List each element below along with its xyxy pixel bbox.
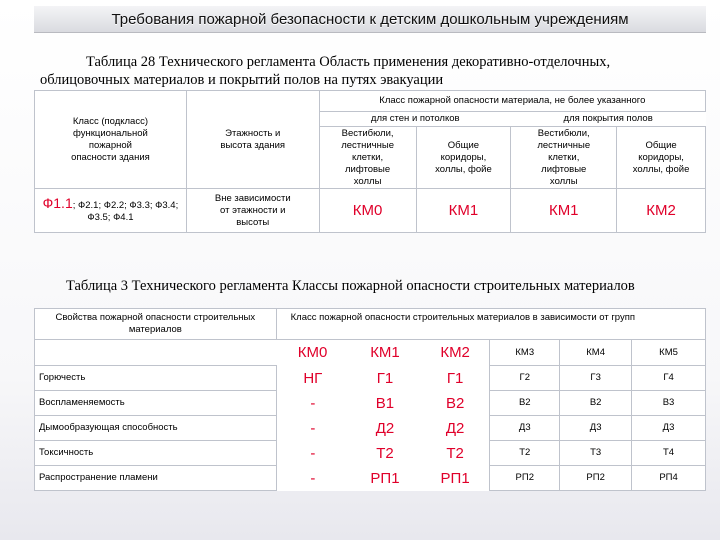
cell: - xyxy=(310,444,316,462)
cell: В1 xyxy=(375,394,395,412)
walls-corridors-header: Общие коридоры, холлы, фойе xyxy=(416,127,511,189)
hazard-class-header: Класс пожарной опасности материала, не более указанного xyxy=(319,91,705,112)
row-label-smoke: Дымообразующая способность xyxy=(35,416,277,441)
cell: Т2 xyxy=(446,444,464,462)
class-km0: КМ0 xyxy=(297,344,328,362)
row-label-flame-spread: Распространение пламени xyxy=(35,466,277,491)
floors-lobby-header: Вестибюли, лестничные клетки, лифтовые холлы xyxy=(511,127,617,189)
cell: Д2 xyxy=(375,419,395,437)
walls-ceilings-header: для стен и потолков xyxy=(370,113,460,124)
cell: Т2 xyxy=(376,444,394,462)
slide-title: Требования пожарной безопасности к детским дошкольным учреждениям xyxy=(34,6,706,33)
cell: РП1 xyxy=(440,469,470,487)
floor-covering-header: для покрытия полов xyxy=(563,113,653,124)
class-km3: КМ3 xyxy=(490,340,560,366)
row-label-combustibility: Горючесть xyxy=(35,366,277,391)
table1-caption-line1: Таблица 28 Технического регламента Область применения декоративно-отделочных, xyxy=(86,54,611,70)
cell: Г2 xyxy=(490,366,560,391)
cell: Д3 xyxy=(490,416,560,441)
cell: Г1 xyxy=(446,369,464,387)
cell: В2 xyxy=(560,391,632,416)
cell: Т2 xyxy=(490,441,560,466)
class-km4: КМ4 xyxy=(560,340,632,366)
class-rest-label: ; Ф2.1; Ф2.2; Ф3.3; Ф3.4; Ф3.5; Ф4.1 xyxy=(72,200,179,223)
value-walls-lobby: КМ0 xyxy=(319,189,416,233)
cell: РП1 xyxy=(370,469,400,487)
cell: Г4 xyxy=(632,366,706,391)
empty-cell xyxy=(35,340,277,366)
class-km1: КМ1 xyxy=(370,344,400,362)
material-classes-table-3 xyxy=(34,308,706,491)
cell: Д2 xyxy=(445,419,465,437)
floors-column-header: Этажность и высота здания xyxy=(186,91,319,189)
cell: НГ xyxy=(303,369,323,387)
cell: Д3 xyxy=(560,416,632,441)
cell: В3 xyxy=(632,391,706,416)
cell: Г3 xyxy=(560,366,632,391)
class-km2: КМ2 xyxy=(440,344,470,362)
row-label-flammability: Воспламеняемость xyxy=(35,391,277,416)
class-column-header: Класс (подкласс) функциональной пожарной опасности здания xyxy=(35,91,187,189)
cell: - xyxy=(310,394,316,412)
cell: - xyxy=(310,419,316,437)
cell: В2 xyxy=(445,394,465,412)
class-cell xyxy=(35,189,187,233)
class-main-label: Ф1.1 xyxy=(42,195,73,211)
fire-safety-table-28 xyxy=(34,90,706,233)
classes-by-group-header: Класс пожарной опасности строительных материалов в зависимости от групп xyxy=(276,309,705,340)
table2-caption: Таблица 3 Технического регламента Классы пожарной опасности строительных материалов xyxy=(66,278,635,294)
properties-header: Свойства пожарной опасности строительных материалов xyxy=(35,309,277,340)
floors-corridors-header: Общие коридоры, холлы, фойе xyxy=(617,127,706,189)
walls-lobby-header: Вестибюли, лестничные клетки, лифтовые холлы xyxy=(319,127,416,189)
cell: Г1 xyxy=(376,369,394,387)
value-walls-corridors: КМ1 xyxy=(416,189,511,233)
value-floors-corridors: КМ2 xyxy=(617,189,706,233)
floors-cell: Вне зависимости от этажности и высоты xyxy=(186,189,319,233)
cell: Т4 xyxy=(632,441,706,466)
cell: РП2 xyxy=(490,466,560,491)
cell: Т3 xyxy=(560,441,632,466)
row-label-toxicity: Токсичность xyxy=(35,441,277,466)
class-km5: КМ5 xyxy=(632,340,706,366)
cell: РП4 xyxy=(632,466,706,491)
table1-caption-line2: облицовочных материалов и покрытий полов на путях эвакуации xyxy=(40,72,444,88)
value-floors-lobby: КМ1 xyxy=(511,189,617,233)
cell: - xyxy=(310,469,316,487)
cell: Д3 xyxy=(632,416,706,441)
cell: В2 xyxy=(490,391,560,416)
cell: РП2 xyxy=(560,466,632,491)
